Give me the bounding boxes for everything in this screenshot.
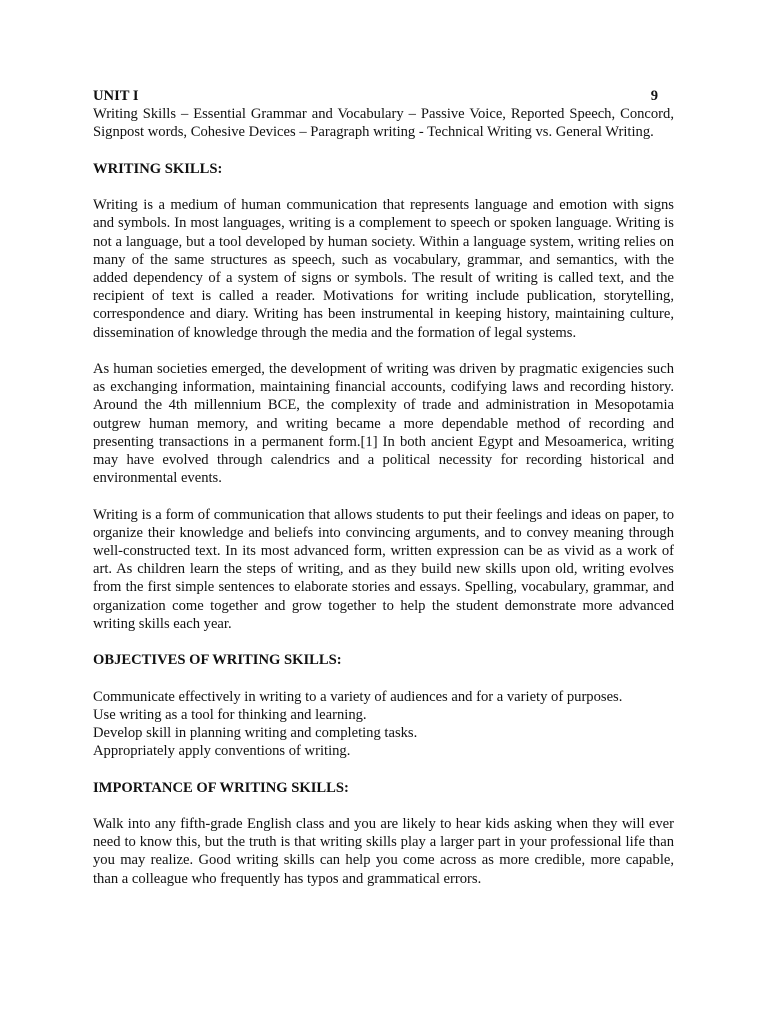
unit-topics: Writing Skills – Essential Grammar and Vocabulary – Passive Voice, Reported Speech, Concord, Signpost words, Cohesive Devices – Paragraph writing - Technical Writing vs. General Writing. <box>93 106 674 141</box>
paragraph-writing-communication: Writing is a form of communication that allows students to put their feelings and ideas on paper, to organize their knowledge and beliefs into convincing arguments, and to convey meaning through well-constructed text. In its most advanced form, written expression can be as vivid as a work of art. As children learn the steps of writing, and as they build new skills upon old, writing evolves from the first simple sentences to elaborate stories and essays. Spelling, vocabulary, grammar, and organization come together and grow together to help the student demonstrate more advanced writing skills each year. <box>93 506 674 632</box>
objective-item: Use writing as a tool for thinking and learning. <box>93 706 367 723</box>
document-page <box>93 87 674 888</box>
unit-header <box>93 87 674 105</box>
objective-item: Develop skill in planning writing and completing tasks. <box>93 725 418 742</box>
objectives-list <box>93 688 674 761</box>
heading-importance: IMPORTANCE OF WRITING SKILLS: <box>93 779 349 796</box>
objective-item: Appropriately apply conventions of writing. <box>93 743 351 760</box>
paragraph-writing-history: As human societies emerged, the development of writing was driven by pragmatic exigencies such as exchanging information, maintaining financial accounts, codifying laws and recording history. Around the 4th millennium BCE, the complexity of trade and administration in Mesopotamia outgrew human memory, and writing became a more dependable method of recording and presenting transactions in a permanent form.[1] In both ancient Egypt and Mesoamerica, writing may have evolved through calendrics and a political necessity for recording historical and environmental events. <box>93 361 674 487</box>
unit-title: UNIT I <box>93 88 139 104</box>
heading-objectives: OBJECTIVES OF WRITING SKILLS: <box>93 652 342 669</box>
page-number: 9 <box>650 88 658 104</box>
objective-item: Communicate effectively in writing to a variety of audiences and for a variety of purposes. <box>93 688 623 705</box>
paragraph-writing-definition: Writing is a medium of human communication that represents language and emotion with signs and symbols. In most languages, writing is a complement to speech or spoken language. Writing is not a language, but a tool developed by human society. Within a language system, writing relies on many of the same structures as speech, such as vocabulary, grammar, and semantics, with the added dependency of a system of signs or symbols. The result of writing is called text, and the recipient of text is called a reader. Motivations for writing include publication, storytelling, correspondence and diary. Writing has been instrumental in keeping history, maintaining culture, dissemination of knowledge through the media and the formation of legal systems. <box>93 197 674 341</box>
heading-writing-skills: WRITING SKILLS: <box>93 160 223 177</box>
paragraph-importance: Walk into any fifth-grade English class and you are likely to hear kids asking when they will ever need to know this, but the truth is that writing skills play a larger part in your professional life than you may realize. Good writing skills can help you come across as more credible, more capable, than a colleague who frequently has typos and grammatical errors. <box>93 816 674 887</box>
